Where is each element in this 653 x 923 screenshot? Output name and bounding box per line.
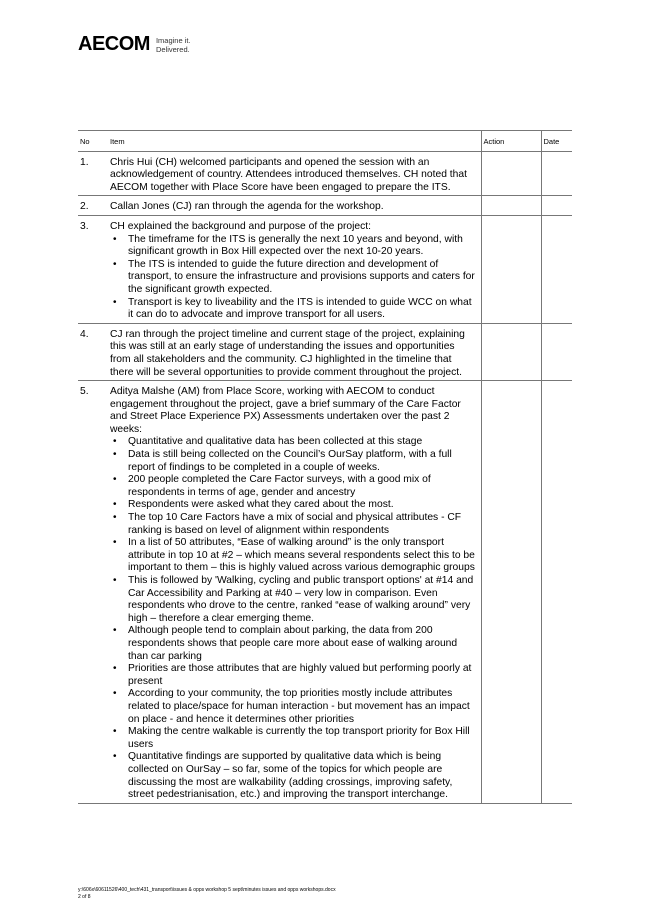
bullet-item: • Making the centre walkable is currently the top transport priority for Box Hill users	[110, 726, 478, 751]
footer-file-path: y:\606x\60611526\400_tech\431_transport\issues & opps workshop 5 sept\minutes issues and opps workshops.docx	[78, 887, 336, 893]
item-bullet-list	[110, 436, 478, 801]
bullet-item: • The top 10 Care Factors have a mix of social and physical attributes - CF ranking is based on level of alignment within respondents	[110, 512, 478, 537]
row-number: 3.	[78, 215, 108, 323]
minutes-table	[78, 130, 572, 804]
table-row	[78, 215, 572, 323]
row-date	[541, 381, 572, 804]
item-text: Aditya Malshe (AM) from Place Score, working with AECOM to conduct engagement throughout the project, gave a brief summary of the Care Factor and Street Place Experience PX) Assessments undertaken over the past 2 weeks:	[110, 386, 461, 435]
bullet-item: • This is followed by 'Walking, cycling and public transport options' at #14 and Car Accessibility and Parking at #40 – very low in comparison. Even respondents who drove to the centre, ranked “ease of walking around” very high – therefore a clear emerging theme.	[110, 575, 478, 625]
aecom-logo	[78, 33, 191, 56]
row-action	[481, 323, 541, 380]
table-row	[78, 196, 572, 216]
bullet-item: • 200 people completed the Care Factor surveys, with a good mix of respondents in terms of age, gender and ancestry	[110, 474, 478, 499]
item-bullet-list	[110, 234, 478, 322]
bullet-item: • Data is still being collected on the Council’s OurSay platform, with a full report of findings to be completed in a couple of weeks.	[110, 449, 478, 474]
col-header-date: Date	[541, 131, 572, 152]
row-action	[481, 151, 541, 196]
table-row	[78, 381, 572, 804]
page-footer	[78, 887, 336, 901]
row-date	[541, 323, 572, 380]
item-text: Callan Jones (CJ) ran through the agenda for the workshop.	[110, 201, 384, 213]
row-item	[108, 151, 481, 196]
bullet-item: • Priorities are those attributes that are highly valued but performing poorly at present	[110, 663, 478, 688]
col-header-item: Item	[108, 131, 481, 152]
row-number: 5.	[78, 381, 108, 804]
row-number: 2.	[78, 196, 108, 216]
table-row	[78, 323, 572, 380]
item-text: Chris Hui (CH) welcomed participants and opened the session with an acknowledgement of country. Attendees introduced themselves. CH noted that AECOM together with Place Score have been engaged to prepare the ITS.	[110, 156, 467, 193]
logo-wordmark: AECOM	[78, 33, 150, 55]
bullet-item: • Transport is key to liveability and the ITS is intended to guide WCC on what it can do to advocate and improve transport for all users.	[110, 297, 478, 322]
table-row	[78, 151, 572, 196]
col-header-action: Action	[481, 131, 541, 152]
row-action	[481, 381, 541, 804]
row-item	[108, 196, 481, 216]
tagline-line2: Delivered.	[155, 44, 190, 54]
row-action	[481, 196, 541, 216]
table-header-row	[78, 131, 572, 152]
bullet-item: • Quantitative and qualitative data has been collected at this stage	[110, 436, 478, 449]
item-text: CJ ran through the project timeline and current stage of the project, explaining this was still at an early stage of understanding the issues and opportunities from all stakeholders and the community. CJ highlighted in the timeline that there will be several opportunities to provide comment throughout the project.	[110, 328, 465, 378]
bullet-item: • According to your community, the top priorities mostly include attributes related to place/space for human interaction - but movement has an impact on place - and hence it determines other priorities	[110, 688, 478, 726]
bullet-item: • In a list of 50 attributes, “Ease of walking around” is the only transport attribute in top 10 at #2 – which means several respondents select this to be important to them – this is highly valued across various demographic groups	[110, 537, 478, 575]
row-item	[108, 381, 481, 804]
bullet-item: • The ITS is intended to guide the future direction and development of transport, to ensure the infrastructure and provisions supports and caters for the significant growth expected.	[110, 259, 478, 297]
row-date	[541, 196, 572, 216]
row-item	[108, 215, 481, 323]
col-header-no: No	[78, 131, 108, 152]
bullet-item: • Although people tend to complain about parking, the data from 200 respondents shows that people care more about ease of walking around than car parking	[110, 625, 478, 663]
logo-tagline	[156, 36, 191, 54]
footer-page-number: 2 of 8	[78, 894, 91, 900]
item-text: CH explained the background and purpose of the project:	[110, 220, 372, 232]
row-number: 4.	[78, 323, 108, 380]
row-date	[541, 151, 572, 196]
row-date	[541, 215, 572, 323]
row-number: 1.	[78, 151, 108, 196]
row-item	[108, 323, 481, 380]
bullet-item: • Respondents were asked what they cared about the most.	[110, 499, 478, 512]
bullet-item: • Quantitative findings are supported by qualitative data which is being collected on OurSay – so far, some of the topics for which people are discussing the most are walkability (adding crossings, improving safety, street pedestrianisation, etc.) and improving the transport interchange.	[110, 751, 478, 801]
row-action	[481, 215, 541, 323]
bullet-item: • The timeframe for the ITS is generally the next 10 years and beyond, with significant growth in Box Hill expected over the next 10-20 years.	[110, 234, 478, 259]
tagline-line1: Imagine it.	[155, 35, 191, 45]
